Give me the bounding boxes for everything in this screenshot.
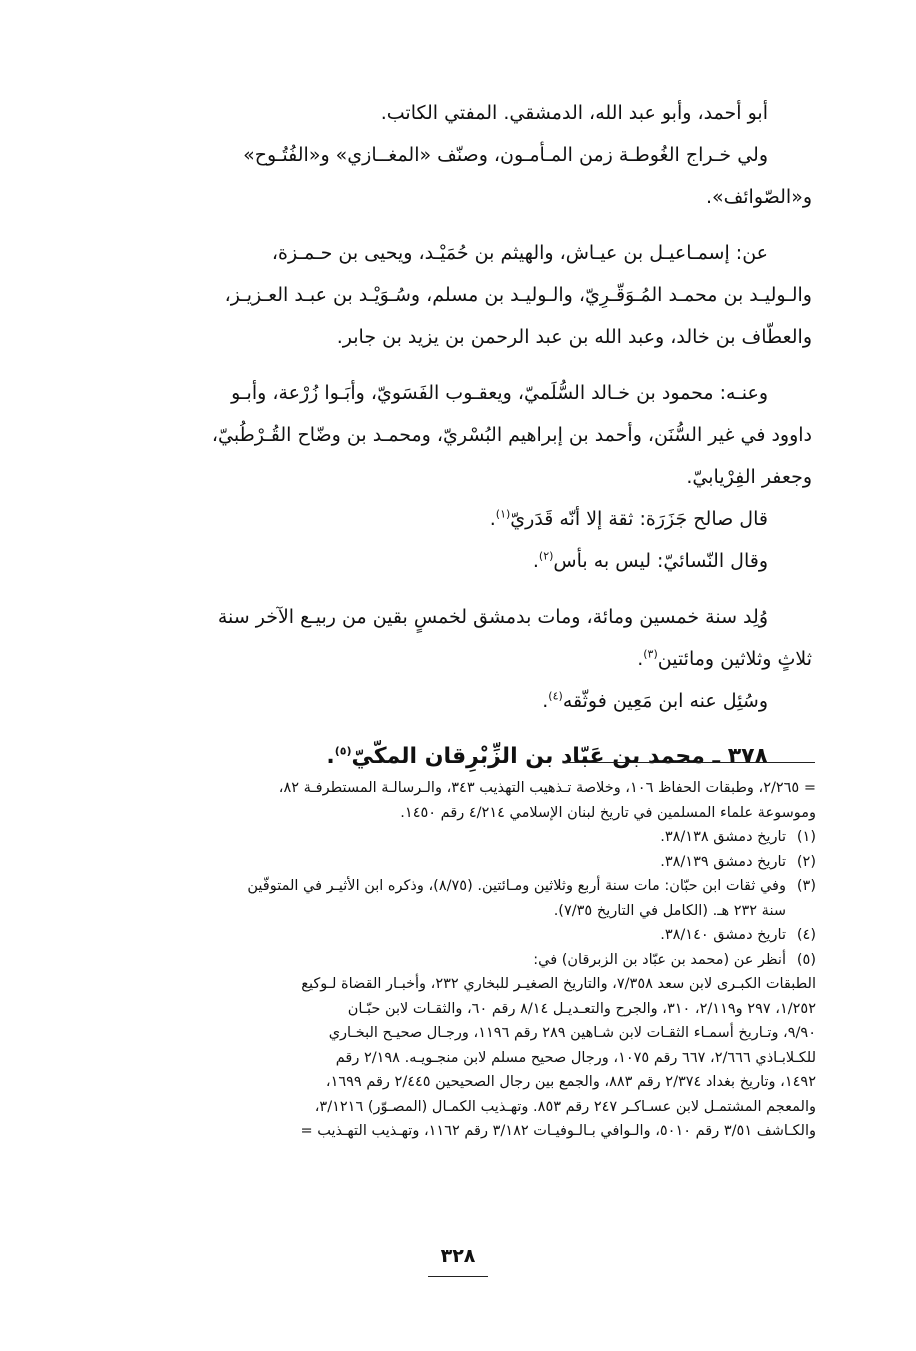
footnote-source-line: والمعجم المشتمـل لابن عسـاكـر ٢٤٧ رقم ٨٥٣. وتهـذيب الكمـال (المصـوّر) ٣/١٢١٦،: [314, 1098, 816, 1115]
asked-text: وسُئِل عنه ابن مَعِين فوثّقه: [562, 690, 768, 712]
footnote-text: تاريخ دمشق ٣٨/١٣٨.: [660, 829, 786, 845]
footnote-number: (٤): [796, 927, 816, 943]
footnote-source-line: الطبقات الكبـرى لابن سعد ٧/٣٥٨، والتاريخ الصغيـر للبخاري ٢٣٢، وأخبـار القضاة لـوكيع: [301, 976, 816, 992]
footnote-marker: (١): [495, 507, 511, 521]
students-line: وعنـه: محمود بن خـالد السُّلَميّ، ويعقـوب الفَسَويّ، وأبَـوا زُرْعة، وأبـو: [231, 382, 768, 404]
students-line: وجعفر الفِرْيابيّ.: [686, 466, 812, 488]
footnote-1: [100, 825, 816, 850]
opinion-text: وقال النّسائيّ: ليس به بأس: [553, 550, 768, 572]
main-text: [100, 92, 812, 780]
footnote-separator: [565, 762, 815, 763]
footnote-text: تاريخ دمشق ٣٨/١٤٠.: [660, 927, 786, 943]
opinion-line: [100, 498, 812, 540]
footnote-source-line: والكـاشف ٣/٥١ رقم ٥٠١٠، والـوافي بـالـوفيـات ٣/١٨٢ رقم ١١٦٢، وتهـذيب التهـذيب =: [300, 1123, 816, 1139]
footnote-text: أنظر عن (محمد بن عبّاد بن الزبرقان) في:: [533, 951, 786, 968]
students-line: داوود في غير السُّنَن، وأحمد بن إبراهيم البُسْريّ، ومحمـد بن وضّاح القُـرْطُبيّ،: [211, 424, 812, 446]
footnote-source-line: ١/٢٥٢، ٢٩٧ و٢/١١٩، ٣١٠، والجرح والتعـديـل ٨/١٤ رقم ٦٠، والثقـات لابن حبّـان: [347, 1000, 816, 1017]
footnote-source-line: للكـلابـاذي ٢/٦٦٦، ٦٦٧ رقم ١٠٧٥، ورجال صحيح مسلم لابن منجـويـه. ٢/١٩٨ رقم: [335, 1049, 816, 1066]
birth-death-line: [100, 638, 812, 680]
footnote-source-line: ٩/٩٠، وتـاريخ أسمـاء الثقـات لابن شـاهين ٢٨٩ رقم ١١٩٦، ورجـال صحيـح البخـاري: [328, 1025, 816, 1041]
punctuation: .: [326, 744, 335, 769]
footnote-source-line: ١٤٩٢، وتاريخ بغداد ٢/٣٧٤ رقم ٨٨٣، والجمع بين رجال الصحيحين ٢/٤٤٥ رقم ١٦٩٩،: [325, 1074, 816, 1090]
footnote-text: سنة ٢٣٢ هـ. (الكامل في التاريخ ٧/٣٥).: [553, 902, 786, 919]
teachers-line: عن: إسمـاعيـل بن عيـاش، والهيثم بن حُمَيْـد، ويحيى بن حـمـزة،: [271, 242, 768, 264]
footnote-number: (٢): [796, 853, 816, 870]
teachers-line: والـوليـد بن محمـد المُـوَقّـرِيّ، والـوليـد بن مسلم، وسُـوَيْـد بن عبـد العـزيـز،: [224, 284, 812, 306]
footnote-number: (٣): [796, 878, 816, 894]
footnote-3: [100, 874, 816, 899]
footnote-continuation: = ٢/٢٦٥، وطبقات الحفاظ ١٠٦، وخلاصة تـذهيب التهذيب ٣٤٣، والـرسالـة المستطرفـة ٨٢،: [278, 780, 816, 796]
text-line: و«الصّوائف».: [705, 186, 812, 208]
footnote-text: وفي ثقات ابن حبّان: مات سنة أربع وثلاثين ومـائتين. (٨/٧٥)، وذكره ابن الأثيـر في المتوفّين: [247, 878, 786, 894]
footnote-marker: (٥): [334, 744, 352, 758]
footnote-number: (٥): [796, 951, 816, 968]
footnote-number: (١): [796, 829, 816, 845]
punctuation: .: [637, 648, 644, 670]
teachers-line: والعطّاف بن خالد، وعبد الله بن عبد الرحمن بن يزيد بن جابر.: [336, 326, 812, 348]
footnote-4: [100, 923, 816, 948]
punctuation: .: [532, 550, 539, 572]
biography-title: ٣٧٨ ـ محمد بن عَبّاد بن الزِّبْرِقان المكّيّ: [351, 744, 768, 769]
birth-death-text: ثلاثٍ وثلاثين ومائتين: [657, 648, 812, 670]
page-number: ٣٢٨: [440, 1245, 476, 1267]
page-number-underline: [428, 1276, 488, 1277]
punctuation: .: [489, 508, 496, 530]
footnote-marker: (٤): [548, 689, 563, 703]
biography-heading: [100, 734, 812, 780]
footnote-text: تاريخ دمشق ٣٨/١٣٩.: [660, 853, 786, 870]
text-line: ولي خـراج الغُوطـة زمن المـأمـون، وصنّف «المغــازي» و«الفُتُـوح»: [243, 144, 768, 166]
footnote-marker: (٣): [643, 647, 658, 661]
footnote-5: [100, 948, 816, 973]
footnotes: [100, 776, 816, 1144]
footnote-marker: (٢): [538, 549, 554, 563]
footnote-2: [100, 850, 816, 875]
text-line: أبو أحمد، وأبو عبد الله، الدمشقي. المفتي الكاتب.: [380, 102, 768, 124]
asked-line: [100, 680, 812, 722]
birth-death-line: وُلِد سنة خمسين ومائة، ومات بدمشق لخمسٍ بقين من ربيـع الآخر سنة: [217, 606, 768, 628]
footnote-continuation: وموسوعة علماء المسلمين في تاريخ لبنان الإسلامي ٤/٢١٤ رقم ١٤٥٠.: [400, 804, 816, 821]
opinion-text: قال صالح جَزَرَة: ثقة إلا أنّه قَدَريّ: [510, 508, 768, 530]
opinion-line: [100, 540, 812, 582]
punctuation: .: [542, 690, 549, 712]
